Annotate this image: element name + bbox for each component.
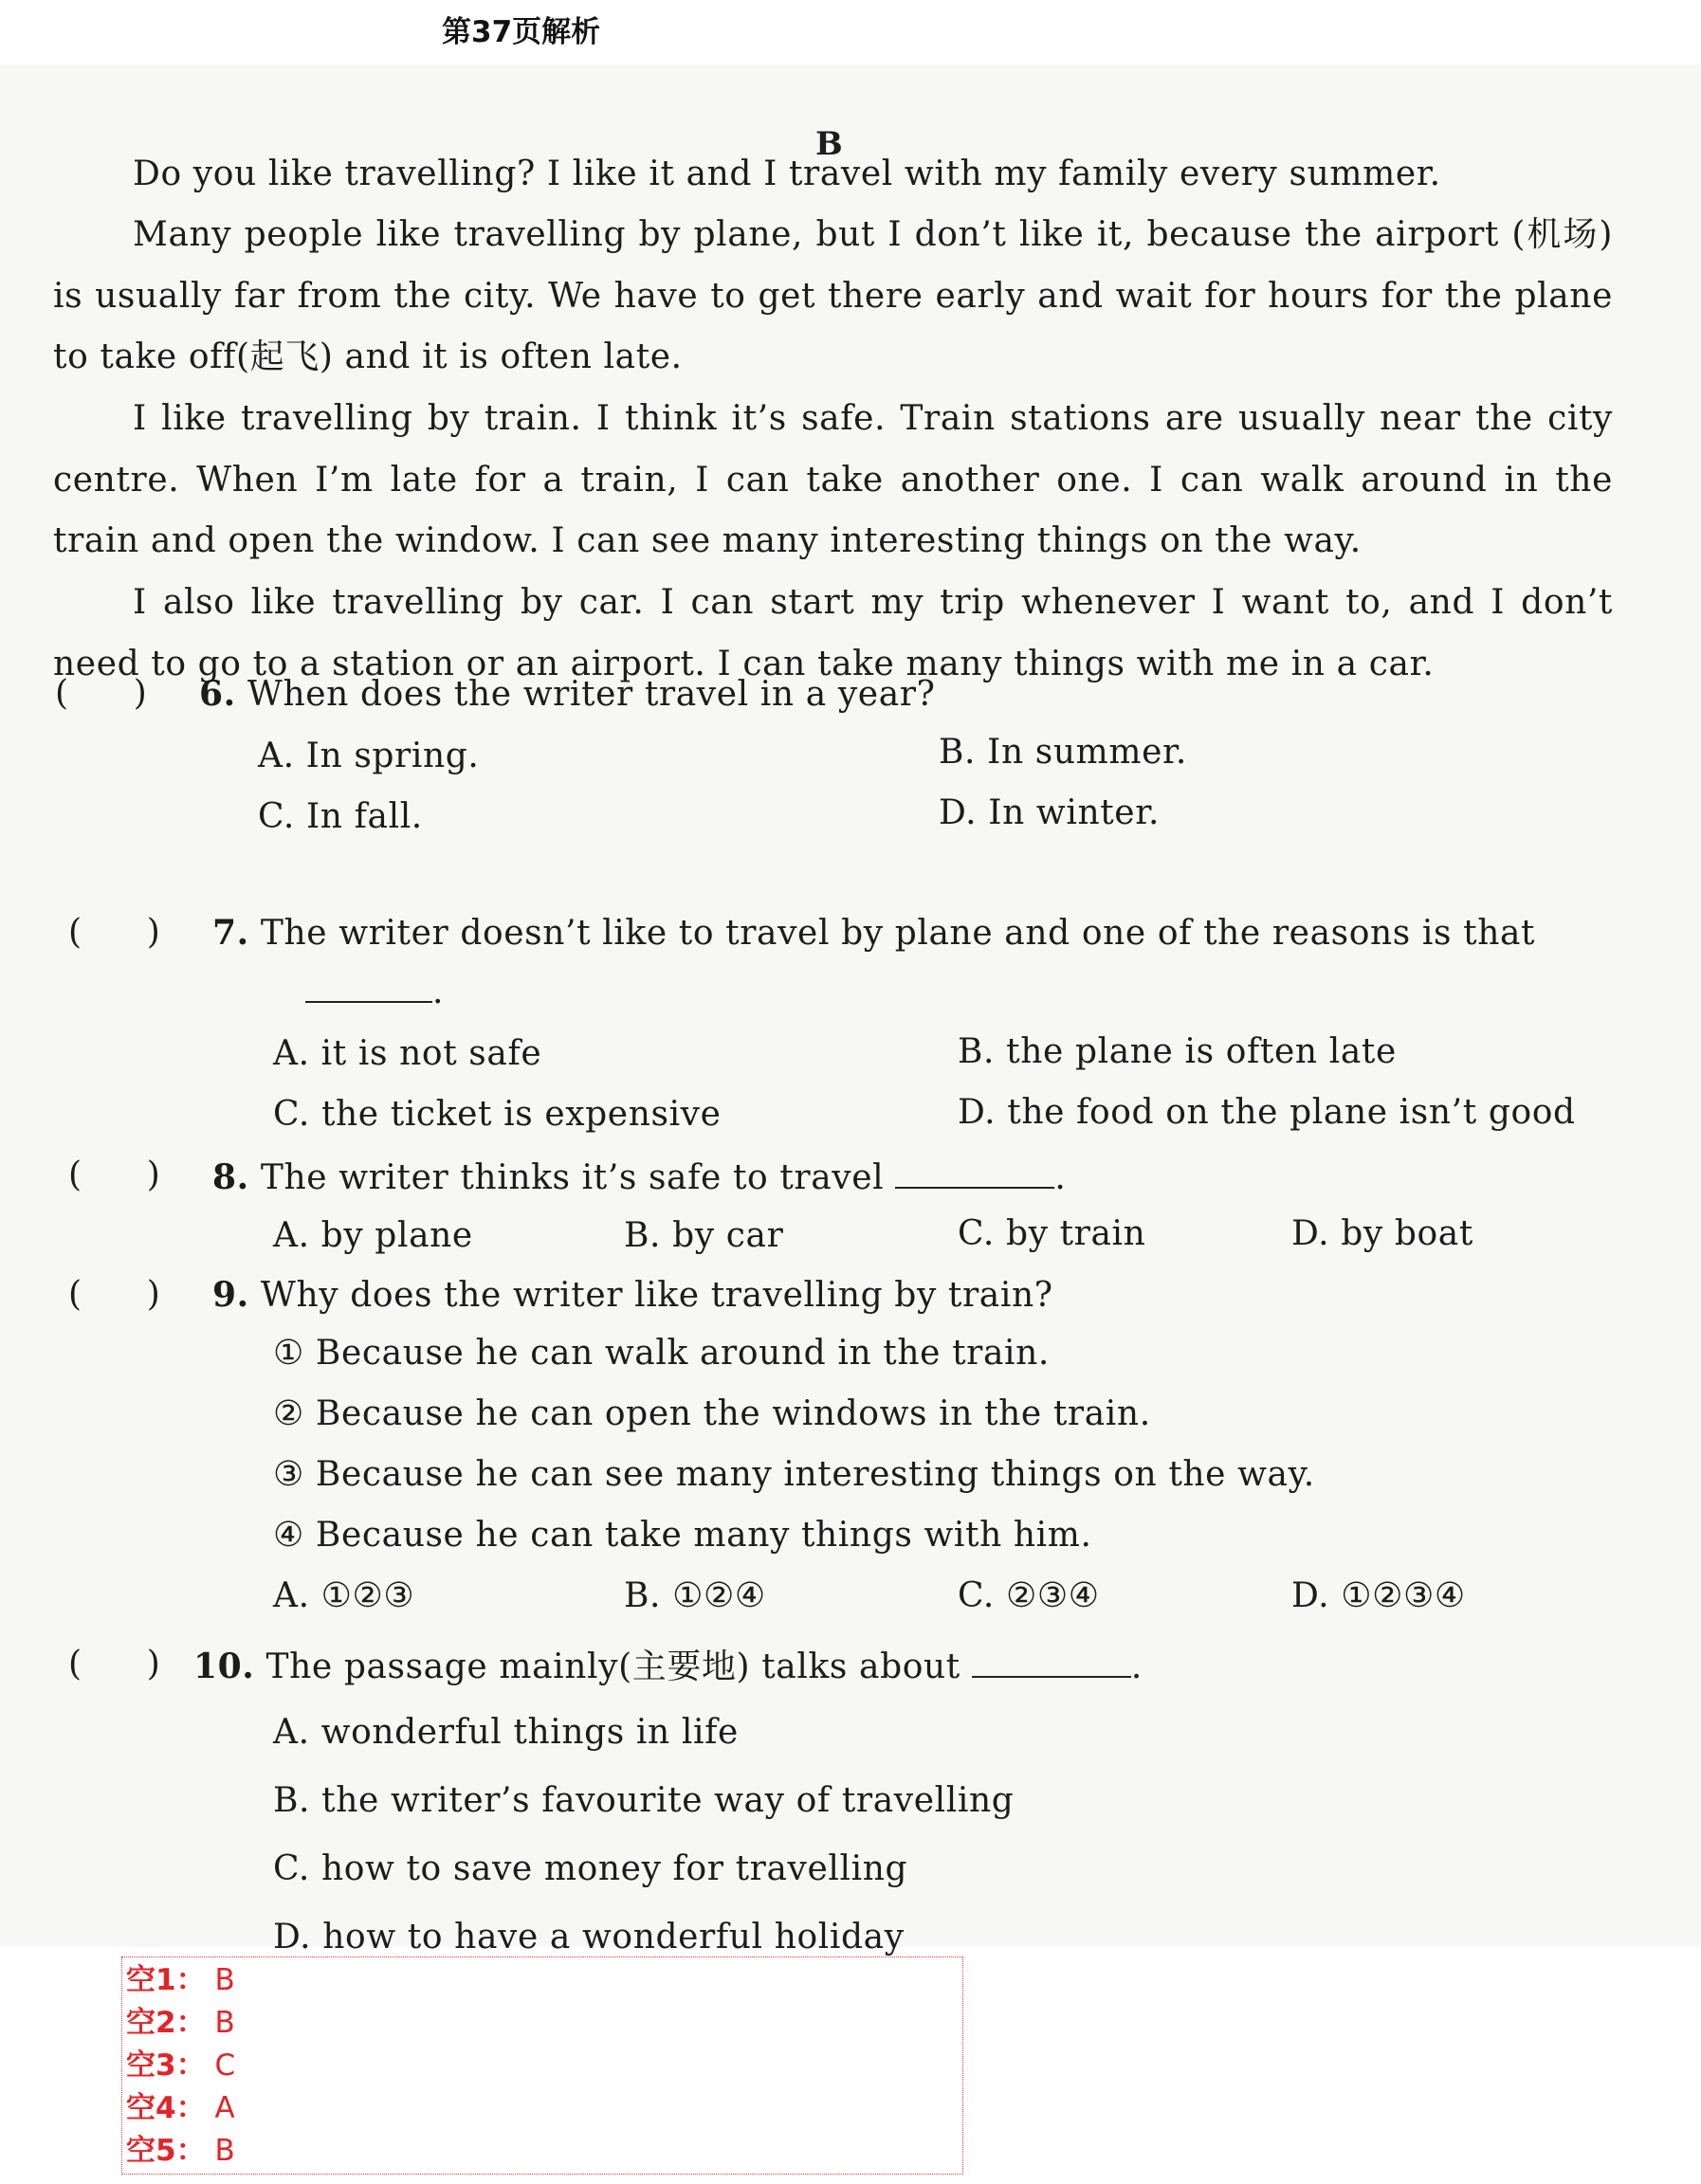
section-label: B xyxy=(815,125,843,163)
answer-3: 空3： C xyxy=(126,2048,236,2083)
q8-option-d: D. by boat xyxy=(1291,1214,1473,1253)
q10-option-d: D. how to have a wonderful holiday xyxy=(273,1918,905,1956)
q7-blank: . xyxy=(305,967,444,1015)
answer-1: 空1： B xyxy=(126,1963,235,1997)
answer-bracket-q10: ( ) xyxy=(68,1645,160,1684)
q10-option-a: A. wonderful things in life xyxy=(273,1713,739,1752)
answer-5: 空5： B xyxy=(126,2134,235,2168)
q9-statement-3: ③ Because he can see many interesting things on the way. xyxy=(273,1455,1315,1494)
q9-option-a: A. ①②③ xyxy=(273,1576,415,1615)
q9-statement-1: ① Because he can walk around in the train. xyxy=(273,1334,1050,1373)
q6-option-c: C. In fall. xyxy=(258,797,423,836)
q9-option-b: B. ①②④ xyxy=(624,1576,766,1615)
answer-bracket-q8: ( ) xyxy=(68,1156,160,1194)
q6-option-b: B. In summer. xyxy=(939,733,1187,772)
q7-option-b: B. the plane is often late xyxy=(958,1032,1397,1071)
passage-paragraph-1: Do you like travelling? I like it and I travel with my family every summer. xyxy=(133,155,1441,193)
q9-statement-2: ② Because he can open the windows in the train. xyxy=(273,1394,1151,1433)
answer-4: 空4： A xyxy=(126,2091,235,2125)
question-7: 7. The writer doesn’t like to travel by plane and one of the reasons is that xyxy=(212,913,1536,953)
q6-option-d: D. In winter. xyxy=(939,793,1161,832)
question-8: 8. The writer thinks it’s safe to travel . xyxy=(212,1153,1066,1201)
question-6: 6. When does the writer travel in a year? xyxy=(199,674,936,714)
q7-option-a: A. it is not safe xyxy=(273,1034,542,1073)
q9-statement-4: ④ Because he can take many things with him. xyxy=(273,1516,1092,1555)
q10-option-b: B. the writer’s favourite way of travelling xyxy=(273,1781,1015,1820)
question-10: 10. The passage mainly(主要地) talks about . xyxy=(193,1642,1143,1690)
answer-key-box xyxy=(121,1956,963,2175)
answer-2: 空2： B xyxy=(126,2006,235,2040)
q9-option-c: C. ②③④ xyxy=(958,1576,1100,1615)
passage-paragraph-3: I like travelling by train. I think it’s safe. Train stations are usually near the city centre. When I’m late for a train, I can take another one. I can walk around in the train and open the window. I can see many interesting things on the way. xyxy=(53,399,1613,560)
q8-option-b: B. by car xyxy=(624,1216,784,1255)
answer-bracket-q9: ( ) xyxy=(68,1275,160,1314)
q10-option-c: C. how to save money for travelling xyxy=(273,1849,908,1888)
answer-bracket-q7: ( ) xyxy=(68,913,160,952)
q6-option-a: A. In spring. xyxy=(258,737,480,775)
q9-option-d: D. ①②③④ xyxy=(1291,1576,1466,1615)
q8-option-c: C. by train xyxy=(958,1214,1146,1253)
page-title: 第37页解析 xyxy=(442,15,601,49)
scanned-exercise-page xyxy=(0,64,1701,1956)
q7-option-c: C. the ticket is expensive xyxy=(273,1095,722,1134)
answer-bracket-q6: ( ) xyxy=(55,674,147,713)
passage-paragraph-4: I also like travelling by car. I can start my trip whenever I want to, and I don’t need to go to a station or an airport. I can take many things with me in a car. xyxy=(53,583,1613,683)
q8-option-a: A. by plane xyxy=(273,1216,473,1255)
passage-paragraph-2: Many people like travelling by plane, but I don’t like it, because the airport (机场) is usually far from the city. We have to get there early and wait for hours for the plane to take off(起飞) and it is often late. xyxy=(53,215,1613,376)
question-9: 9. Why does the writer like travelling by train? xyxy=(212,1275,1053,1315)
q7-option-d: D. the food on the plane isn’t good xyxy=(958,1093,1576,1132)
